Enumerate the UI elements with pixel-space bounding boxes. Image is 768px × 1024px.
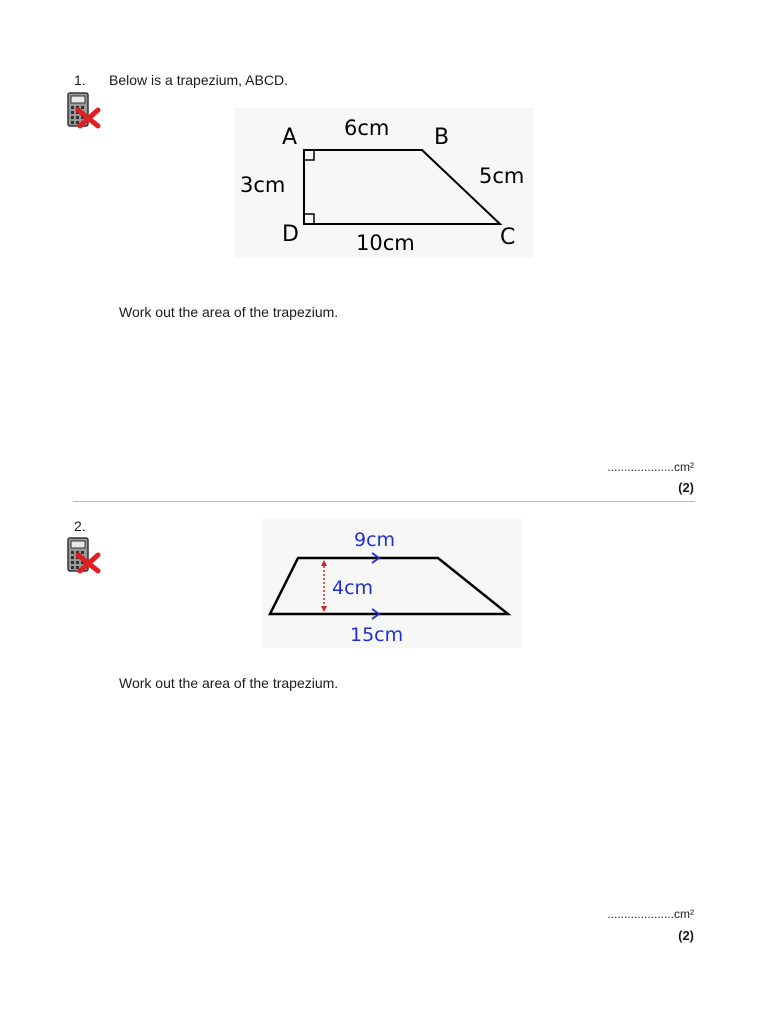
side-label-slant: 5cm [479,164,525,188]
question-2-prompt: Work out the area of the trapezium. [119,675,339,691]
side-label-bottom: 10cm [356,231,415,255]
no-calculator-icon [66,92,102,135]
question-2-marks: (2) [678,928,694,943]
side-label-bottom: 15cm [350,624,404,646]
trapezium-abcd-figure [234,108,534,263]
question-1-marks: (2) [678,480,694,495]
side-label-left: 3cm [240,173,286,197]
no-calculator-icon [66,537,102,580]
vertex-label-b: B [434,125,450,150]
trapezium-figure-2 [262,518,522,653]
question-1-number: 1. [74,72,86,88]
side-label-top: 9cm [354,529,396,551]
vertex-label-d: D [282,222,299,247]
vertex-label-a: A [282,125,298,150]
question-2-number: 2. [74,518,86,534]
question-1-text: Below is a trapezium, ABCD. [109,72,288,88]
side-label-top: 6cm [344,116,390,140]
question-1-answer-line[interactable]: ....................cm² [607,460,694,474]
question-2-answer-line[interactable]: ....................cm² [607,907,694,921]
vertex-label-c: C [500,225,516,250]
question-1-prompt: Work out the area of the trapezium. [119,304,339,320]
question-divider [73,501,695,502]
side-label-height: 4cm [332,577,374,599]
